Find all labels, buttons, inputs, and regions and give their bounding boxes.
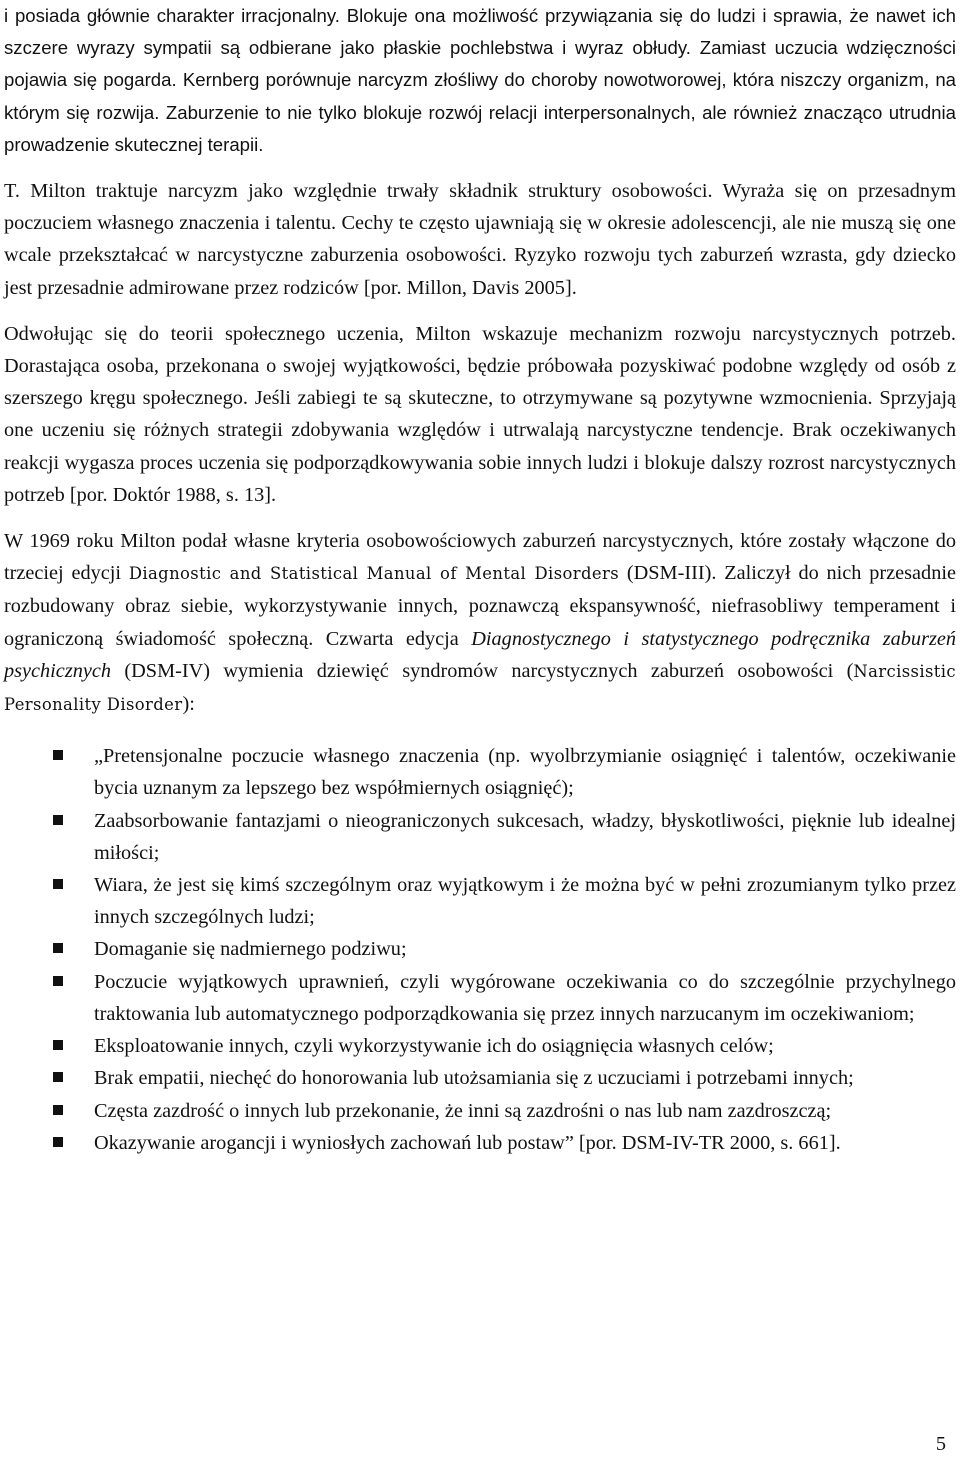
list-item xyxy=(94,1095,956,1127)
list-item xyxy=(94,933,956,965)
criteria-list xyxy=(4,740,956,1159)
criterion-text: Zaabsorbowanie fantazjami o nieograniczonych sukcesach, władzy, błyskotliwości, pięknie lub idealnej miłości; xyxy=(94,809,956,864)
criterion-text: Brak empatii, niechęć do honorowania lub utożsamiania się z uczuciami i potrzebami innych; xyxy=(94,1067,854,1090)
criterion-text: Domaganie się nadmiernego podziwu; xyxy=(94,938,407,961)
npd-term: Narcissistic Personality Disorder xyxy=(4,661,956,715)
paragraph-dsm-criteria xyxy=(4,525,956,721)
criterion-text: Częsta zazdrość o innych lub przekonanie, że inni są zazdrośni o nas lub nam zazdroszczą; xyxy=(94,1099,832,1122)
paragraph-dsm-text-4: ): xyxy=(182,693,195,716)
criterion-text: Eksploatowanie innych, czyli wykorzystywanie ich do osiągnięcia własnych celów; xyxy=(94,1035,774,1058)
paragraph-dsm-text-3: (DSM-IV) wymienia dziewięć syndromów narcystycznych zaburzeń osobowości ( xyxy=(111,659,854,682)
criterion-text: Wiara, że jest się kimś szczególnym oraz wyjątkowym i że można być w pełni zrozumianym tylko przez innych szczególnych ludzi; xyxy=(94,874,956,929)
square-bullet-icon xyxy=(53,1040,63,1050)
criterion-text: Poczucie wyjątkowych uprawnień, czyli wygórowane oczekiwania co do szczególnie przychylnego traktowania lub automatycznego podporządkowania się przez innych narzucanym im oczekiwaniom; xyxy=(94,970,956,1025)
square-bullet-icon xyxy=(53,879,63,889)
list-item xyxy=(94,966,956,1030)
square-bullet-icon xyxy=(53,943,63,953)
criterion-text: Okazywanie arogancji i wyniosłych zachowań lub postaw” [por. DSM-IV-TR 2000, s. 661]. xyxy=(94,1131,841,1154)
dsm-english-title: Diagnostic and Statistical Manual of Mental Disorders xyxy=(128,564,620,584)
paragraph-kernberg: i posiada głównie charakter irracjonalny. Blokuje ona możliwość przywiązania się do ludzi i sprawia, że nawet ich szczere wyrazy sympatii są odbierane jako płaskie pochlebstwa i wyraz obłudy. Zamiast uczucia wdzięczności pojawia się pogarda. Kernberg porównuje narcyzm złośliwy do choroby nowotworowej, która niszczy organizm, na którym się rozwija. Zaburzenie to nie tylko blokuje rozwój relacji interpersonalnych, ale również znacząco utrudnia prowadzenie skutecznej terapii. xyxy=(4,5,956,155)
square-bullet-icon xyxy=(53,815,63,825)
document-page xyxy=(4,0,956,1159)
paragraph-social-learning: Odwołując się do teorii społecznego uczenia, Milton wskazuje mechanizm rozwoju narcystycznych potrzeb. Dorastająca osoba, przekonana o swojej wyjątkowości, będzie próbowała pozyskiwać podobne względy od osób z szerszego kręgu społecznego. Jeśli zabiegi te są skuteczne, to otrzymywane są pozytywne wzmocnienia. Sprzyjają one uczeniu się różnych strategii zdobywania względów i utrwalają narcystyczne tendencje. Brak oczekiwanych reakcji wygasza proces uczenia się podporządkowywania sobie innych ludzi i blokuje dalszy rozrost narcystycznych potrzeb [por. Doktór 1988, s. 13]. xyxy=(4,322,956,506)
square-bullet-icon xyxy=(53,1105,63,1115)
paragraph-dsm-text-1: W 1969 roku Milton podał własne kryteria osobowościowych zaburzeń narcystycznych, które zostały włączone do trzeciej edycji xyxy=(4,530,956,585)
list-item xyxy=(94,805,956,869)
list-item xyxy=(94,1030,956,1062)
list-item xyxy=(94,869,956,933)
paragraph-milton-structure: T. Milton traktuje narcyzm jako względnie trwały składnik struktury osobowości. Wyraża się on przesadnym poczuciem własnego znaczenia i talentu. Cechy te często ujawniają się w okresie adolescencji, ale nie muszą się one wcale przekształcać w narcystyczne zaburzenia osobowości. Ryzyko rozwoju tych zaburzeń wzrasta, gdy dziecko jest przesadnie admirowane przez rodziców [por. Millon, Davis 2005]. xyxy=(4,180,956,299)
page-number: 5 xyxy=(935,1433,946,1455)
paragraph-dsm-text-2: (DSM-III). Zaliczył do nich przesadnie rozbudowany obraz siebie, wykorzystywanie innych, poznawczą ekspansywność, niefrasobliwy temperament i ograniczoną świadomość społeczną. Czwarta edycja xyxy=(4,562,956,650)
list-item xyxy=(94,1127,956,1159)
dsm-polish-title: Diagnostycznego i statystycznego podręcznika zaburzeń psychicznych xyxy=(4,627,956,682)
list-item xyxy=(94,740,956,804)
square-bullet-icon xyxy=(53,1137,63,1147)
square-bullet-icon xyxy=(53,976,63,986)
square-bullet-icon xyxy=(53,1072,63,1082)
criterion-text: „Pretensjonalne poczucie własnego znaczenia (np. wyolbrzymianie osiągnięć i talentów, oczekiwanie bycia uznanym za lepszego bez współmiernych osiągnięć); xyxy=(94,745,956,800)
list-item xyxy=(94,1062,956,1094)
square-bullet-icon xyxy=(53,750,63,760)
